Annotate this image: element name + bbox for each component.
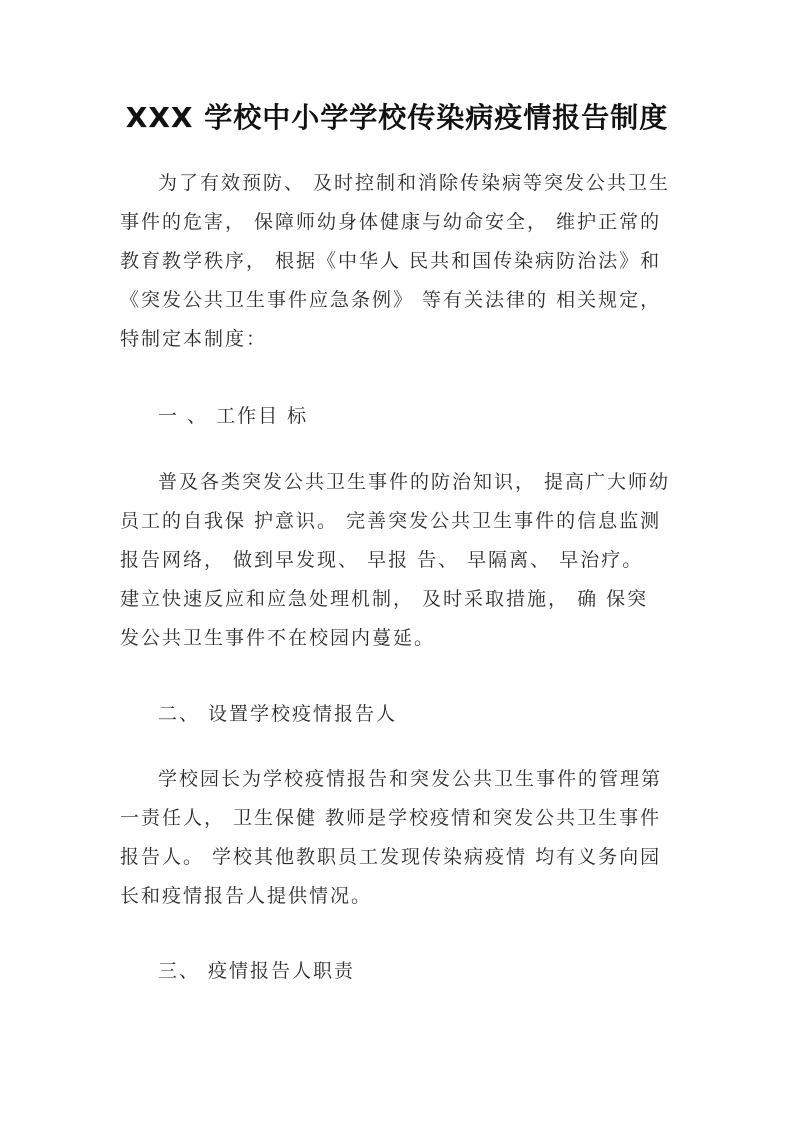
section-1-paragraph <box>120 463 680 658</box>
section-heading-1: 一 、 工作目 标 <box>158 405 309 427</box>
paragraph-line: 长和疫情报告人提供情况。 <box>120 885 373 907</box>
paragraph-line: 普及各类突发公共卫生事件的防治知识， 提高广大师幼 <box>158 471 671 493</box>
paragraph-line: 《突发公共卫生事件应急条例》 等有关法律的 相关规定， <box>120 289 662 311</box>
paragraph-line: 报告网络， 做到早发现、 早报 告、 早隔离、 早治疗。 <box>120 549 644 571</box>
paragraph-line: 事件的危害， 保障师幼身体健康与幼命安全， 维护正常的 <box>120 211 662 233</box>
paragraph-line: 一责任人， 卫生保健 教师是学校疫情和突发公共卫生事件 <box>120 807 662 829</box>
section-heading-3: 三、 疫情报告人职责 <box>158 960 356 982</box>
intro-paragraph <box>120 164 680 359</box>
section-heading-2: 二、 设置学校疫情报告人 <box>158 703 398 725</box>
paragraph-line: 特制定本制度： <box>120 328 268 350</box>
paragraph-line: 学校园长为学校疫情报告和突发公共卫生事件的管理第 <box>158 768 663 790</box>
document-title: XXX 学校中小学学校传染病疫情报告制度 <box>125 101 669 134</box>
paragraph-line: 建立快速反应和应急处理机制， 及时采取措施， 确 保突 <box>120 588 649 610</box>
paragraph-line: 员工的自我保 护意识。 完善突发公共卫生事件的信息监测 <box>120 510 662 532</box>
paragraph-line: 报告人。 学校其他教职员工发现传染病疫情 均有义务向园 <box>120 846 662 868</box>
paragraph-line: 教育教学秩序， 根据《中华人 民共和国传染病防治法》和 <box>120 250 662 272</box>
section-2-paragraph <box>120 760 680 916</box>
paragraph-line: 为了有效预防、 及时控制和消除传染病等突发公共卫生 <box>158 172 671 194</box>
paragraph-line: 发公共卫生事件不在校园内蔓延。 <box>120 627 436 649</box>
